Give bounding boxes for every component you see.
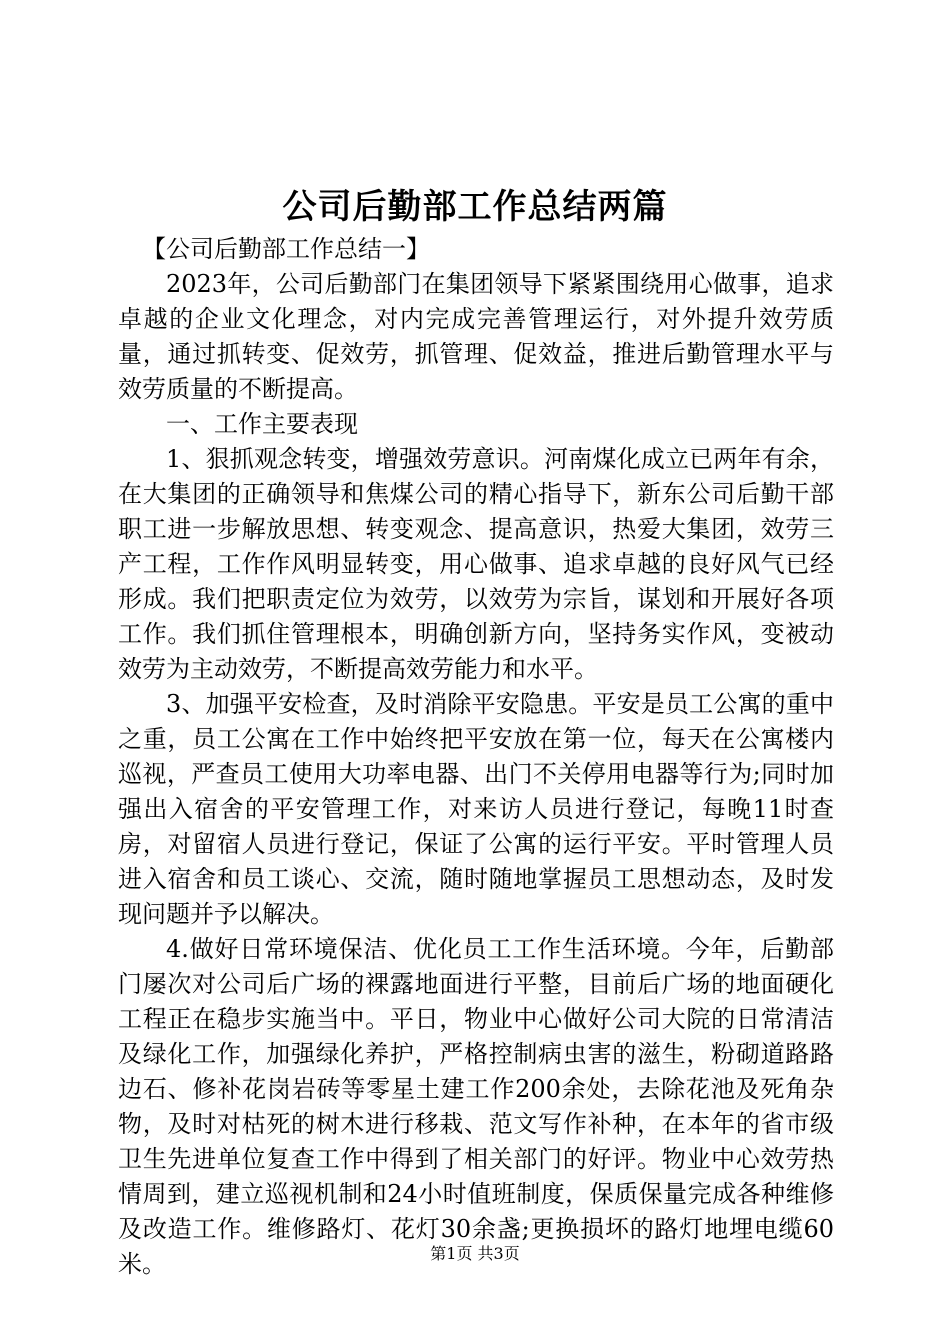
document-title: 公司后勤部工作总结两篇 xyxy=(282,187,668,227)
paragraph-intro: 2023年，公司后勤部门在集团领导下紧紧围绕用心做事，追求卓越的企业文化理念，对内完成完善管理运行，对外提升效劳质量，通过抓转变、促效劳，抓管理、促效益，推进后勤管理水平与效劳质量的不断提高。 xyxy=(118,270,834,403)
section-heading: 【公司后勤部工作总结一】 xyxy=(142,235,430,263)
document-body xyxy=(118,232,834,1282)
subheading-main-performance: 一、工作主要表现 xyxy=(166,410,358,438)
paragraph-item-1: 1、狠抓观念转变，增强效劳意识。河南煤化成立已两年有余，在大集团的正确领导和焦煤公司的精心指导下，新东公司后勤干部职工进一步解放思想、转变观念、提高意识，热爱大集团，效劳三产工程，工作作风明显转变，用心做事、追求卓越的良好风气已经形成。我们把职责定位为效劳，以效劳为宗旨，谋划和开展好各项工作。我们抓住管理根本，明确创新方向，坚持务实作风，变被动效劳为主动效劳，不断提高效劳能力和水平。 xyxy=(118,445,834,683)
page-footer: 第1页 共3页 xyxy=(430,1244,520,1263)
paragraph-item-4: 4.做好日常环境保洁、优化员工工作生活环境。今年，后勤部门屡次对公司后广场的裸露地面进行平整，目前后广场的地面硬化工程正在稳步实施当中。平日，物业中心做好公司大院的日常清洁及绿化工作，加强绿化养护，严格控制病虫害的滋生，粉砌道路路边石、修补花岗岩砖等零星土建工作200余处，去除花池及死角杂物，及时对枯死的树木进行移栽、范文写作补种，在本年的省市级卫生先进单位复查工作中得到了相关部门的好评。物业中心效劳热情周到，建立巡视机制和24小时值班制度，保质保量完成各种维修及改造工作。维修路灯、花灯30余盏;更换损坏的路灯地埋电缆60米。 xyxy=(118,935,834,1278)
paragraph-item-3: 3、加强平安检查，及时消除平安隐患。平安是员工公寓的重中之重，员工公寓在工作中始终把平安放在第一位，每天在公寓楼内巡视，严查员工使用大功率电器、出门不关停用电器等行为;同时加强出入宿舍的平安管理工作，对来访人员进行登记，每晚11时查房，对留宿人员进行登记，保证了公寓的运行平安。平时管理人员进入宿舍和员工谈心、交流，随时随地掌握员工思想动态，及时发现问题并予以解决。 xyxy=(118,690,834,928)
